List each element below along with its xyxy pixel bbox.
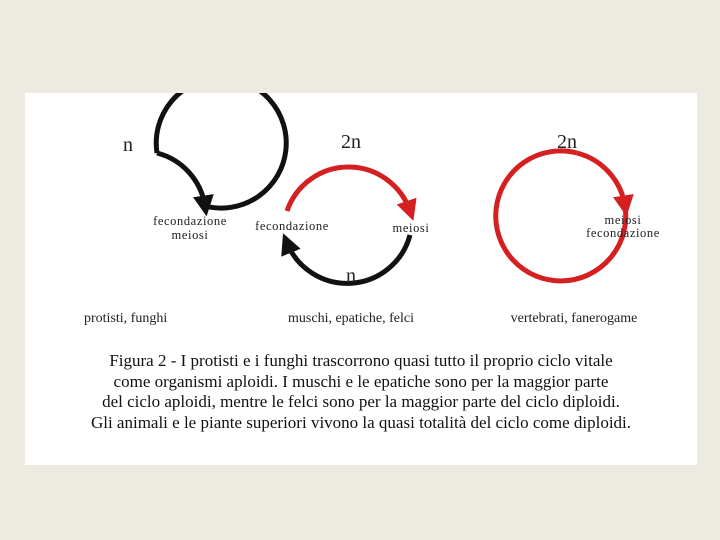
group-label: vertebrati, fanerogame (510, 311, 638, 326)
caption-line: Gli animali e le piante superiori vivono la quasi totalità del ciclo come diploidi. (90, 412, 632, 432)
group-label: muschi, epatiche, felci (288, 311, 414, 326)
cycle-haplodiploid (255, 131, 429, 326)
figure-panel (25, 93, 697, 465)
cycle-haploid (84, 93, 286, 326)
fecondazione-label: fecondazione (255, 219, 329, 233)
diploid-arc (287, 167, 410, 211)
ploidy-label-2n: 2n (341, 131, 361, 153)
ploidy-label-n: n (346, 265, 356, 287)
meiosi-label: meiosi (392, 221, 430, 235)
ploidy-label-n: n (123, 134, 133, 156)
figure-caption (25, 351, 697, 433)
group-label: protisti, funghi (84, 311, 168, 326)
meiosi-label: meiosi (604, 213, 642, 227)
ploidy-label-2n: 2n (557, 131, 577, 153)
diploid-cycle-arrow (577, 153, 625, 206)
fecondazione-label: fecondazione (153, 214, 227, 228)
caption-line: Figura 2 - I protisti e i funghi trascorrono quasi tutto il proprio ciclo vitale (109, 351, 613, 370)
caption-line: del ciclo aploidi, mentre le felci sono per la maggior parte del ciclo diploidi. (102, 392, 620, 411)
haploid-cycle-arrow (157, 153, 205, 206)
meiosi-label: meiosi (171, 228, 209, 242)
haploid-cycle-arc (156, 93, 286, 208)
fecondazione-label: fecondazione (586, 226, 660, 240)
cycle-diploid (496, 131, 660, 326)
caption-line: come organismi aploidi. I muschi e le epatiche sono per la maggior parte (113, 371, 609, 391)
